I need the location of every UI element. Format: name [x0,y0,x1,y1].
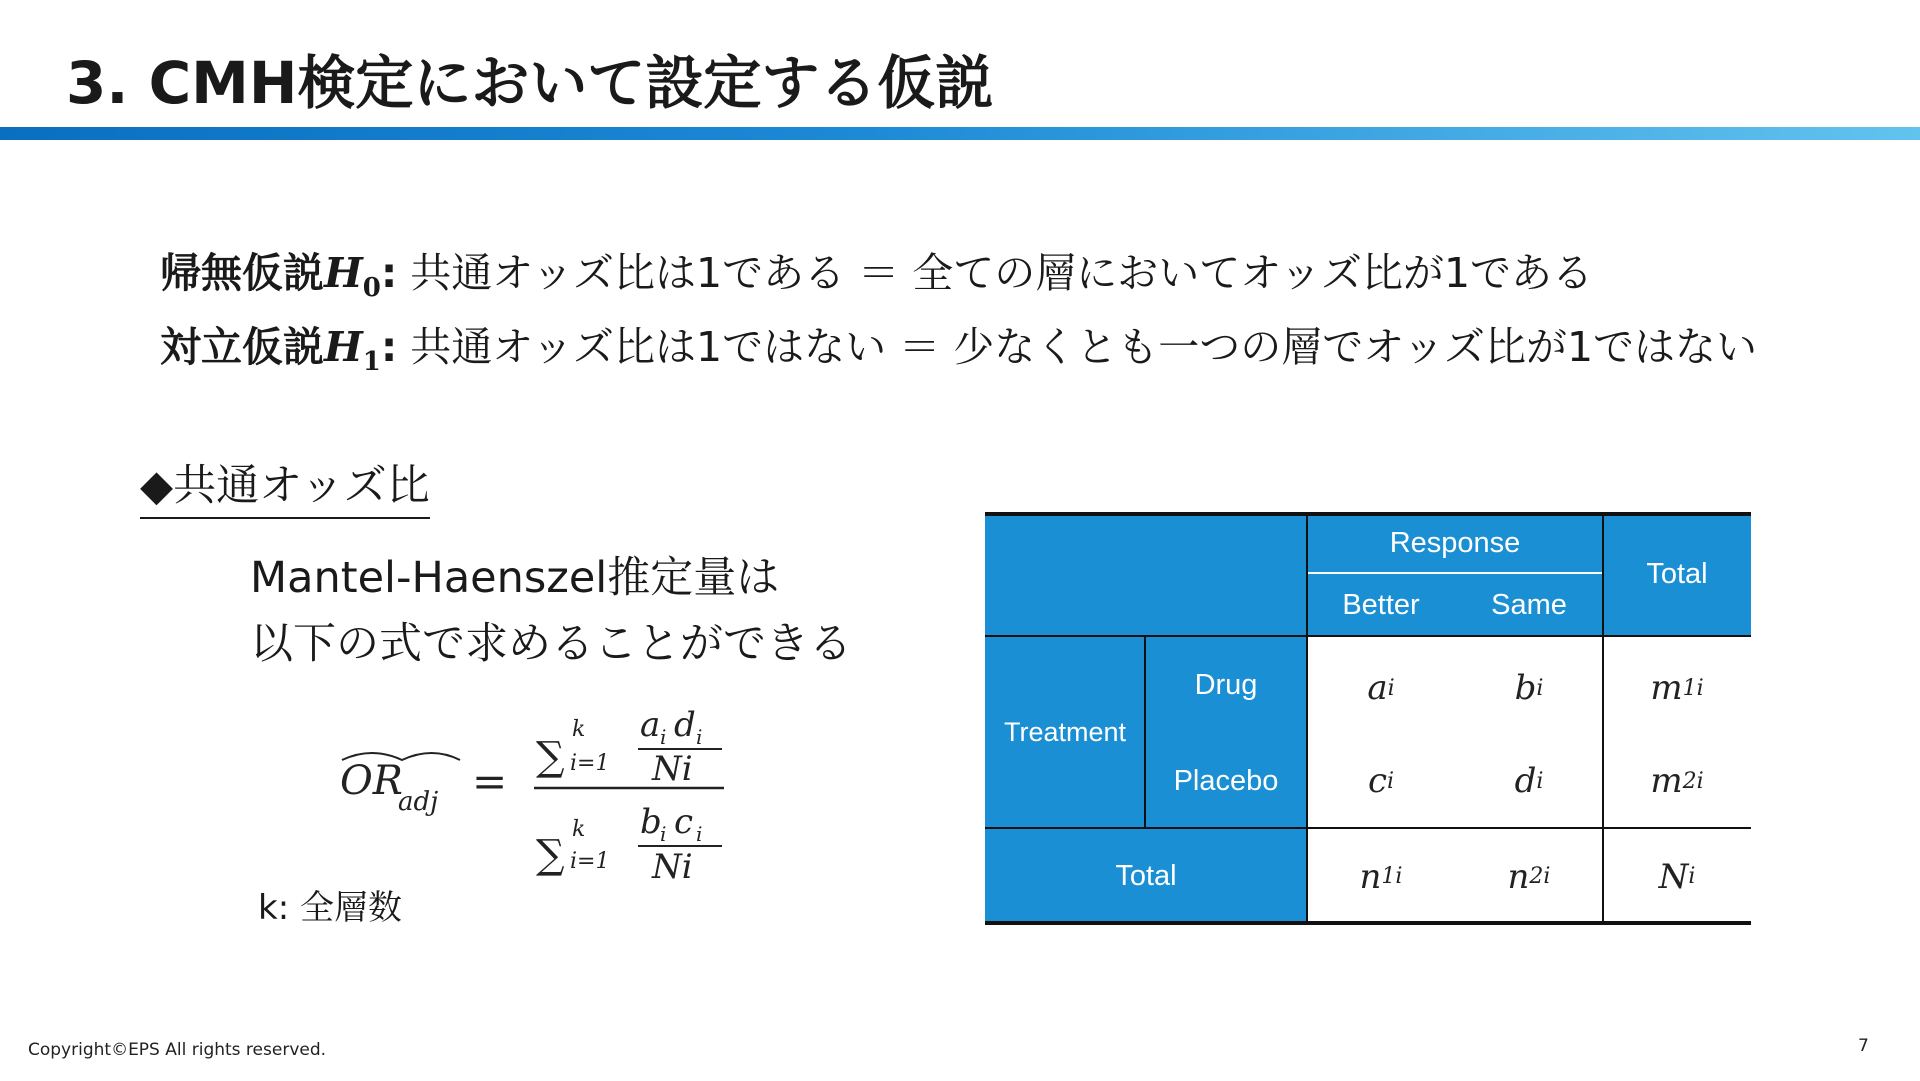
formula-num-a: a [640,705,661,745]
formula-den-b: b [640,802,662,842]
cell-m2: m 2i [1650,761,1704,801]
formula-num-d: d [674,705,696,745]
placebo-label: Placebo [1145,734,1307,828]
description-line-1: Mantel-Haenszel推定量は [250,553,780,603]
table-header-rule [985,635,1751,637]
cell-m1: m 1i [1650,668,1704,708]
cell-n2: n 2i [1507,856,1551,897]
total-row-label: Total [985,828,1307,925]
formula-or: OR [340,758,403,804]
formula-den-sum-sup: k [572,817,586,842]
alternative-hypothesis-colon: : [380,323,398,371]
treatment-label: Treatment [985,636,1145,828]
table-vline-2 [1602,512,1604,925]
formula-num-sum-sub: i=1 [570,751,610,776]
alternative-hypothesis [160,314,1757,377]
formula-den-c-sub: i [696,822,703,846]
table-vline-treatment [1144,636,1146,828]
formula-num-d-sub: i [696,725,703,749]
formula-den-ni: Ni [652,847,693,887]
page-number: 7 [1858,1036,1869,1056]
table-corner-cell [985,512,1307,636]
response-header: Response [1307,512,1603,574]
contingency-table [985,512,1751,925]
formula-num-ni: Ni [652,749,693,789]
formula-den-b-sub: i [660,822,667,846]
title-underline-bar [0,127,1920,140]
null-hypothesis [160,240,1593,303]
drug-label: Drug [1145,636,1307,734]
null-hypothesis-text: 共通オッズ比は1である ＝ 全ての層においてオッズ比が1である [397,249,1594,297]
mantel-haenszel-formula [330,688,750,888]
h0-symbol: $H_0$ [324,249,381,304]
formula-den-c: c [674,802,694,842]
description-line-2: 以下の式で求めることができる [250,619,852,669]
cell-c: c i [1367,761,1395,801]
table-total-rule [985,827,1751,829]
table-bottom-border [985,921,1751,925]
formula-den-sum-sub: i=1 [570,849,610,874]
copyright-footer: Copyright©EPS All rights reserved. [28,1040,327,1060]
formula-num-a-sub: i [660,725,667,749]
same-header: Same [1455,574,1603,636]
alternative-hypothesis-label: 対立仮説 [160,323,324,371]
total-column-header: Total [1603,512,1751,636]
table-top-border [985,512,1751,516]
k-note: k: 全層数 [258,888,402,928]
null-hypothesis-colon: : [380,249,398,297]
section-heading: ◆共通オッズ比 [140,452,430,519]
cell-b: b i [1514,668,1544,708]
header-divider [1307,572,1603,574]
cell-d: d i [1514,761,1544,801]
formula-num-sum-sup: k [572,717,586,742]
null-hypothesis-label: 帰無仮説 [160,249,324,297]
alternative-hypothesis-text: 共通オッズ比は1ではない ＝ 少なくとも一つの層でオッズ比が1ではない [397,323,1758,371]
better-header: Better [1307,574,1455,636]
cell-a: a i [1367,668,1395,708]
cell-N: N i [1658,856,1696,897]
formula-den-sum: ∑ [536,832,565,878]
cell-n1: n 1i [1359,856,1403,897]
slide-title: 3. CMH検定において設定する仮説 [66,49,994,117]
formula-num-sum: ∑ [536,734,565,780]
formula-or-sub: adj [398,787,439,817]
formula-equals: = [472,757,508,806]
h1-symbol: $H_1$ [324,323,381,378]
table-vline-1 [1306,512,1308,925]
